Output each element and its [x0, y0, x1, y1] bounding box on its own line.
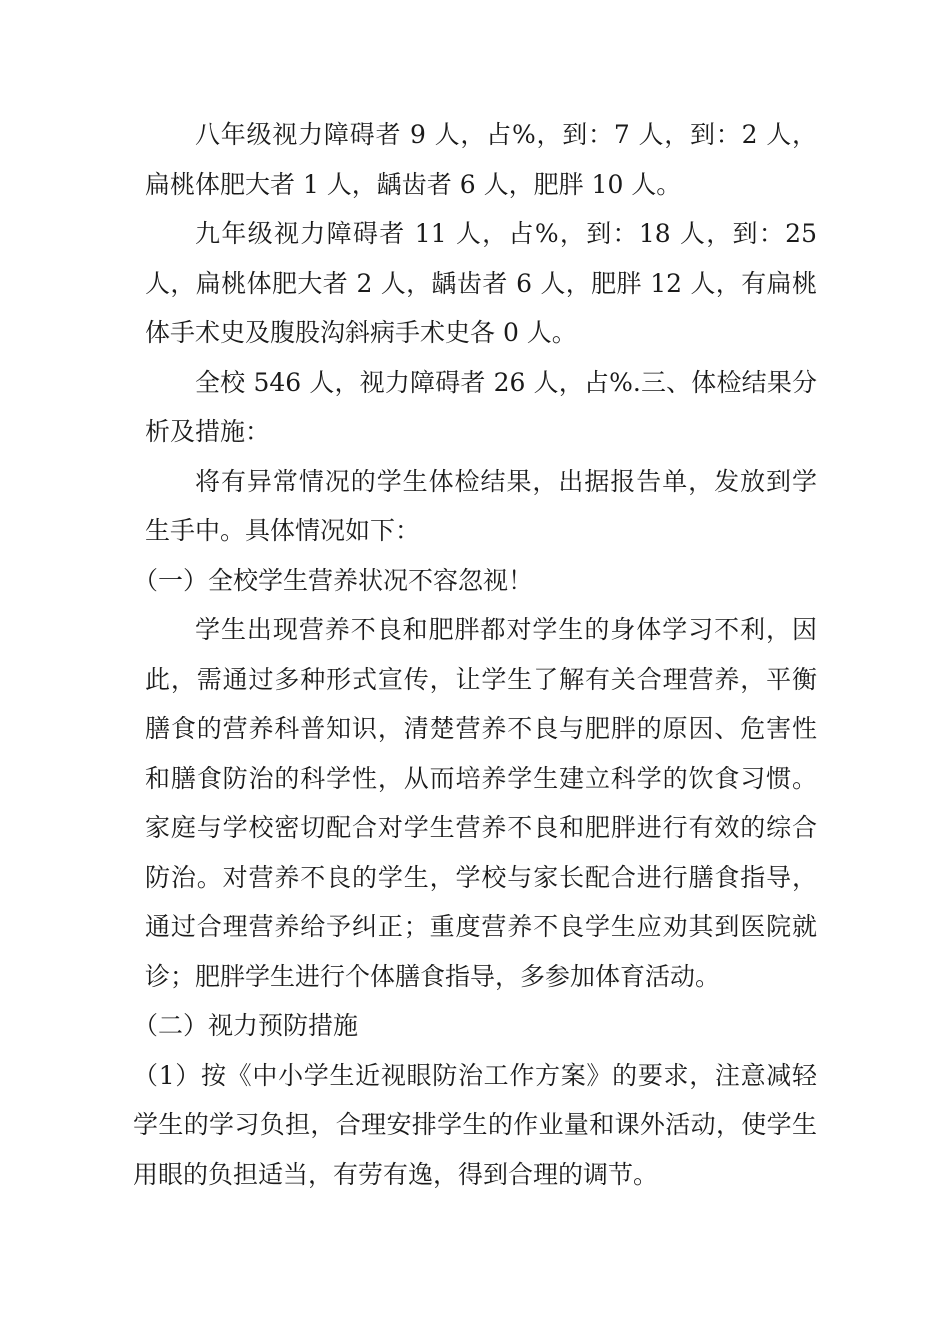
paragraph-grade8: 八年级视力障碍者 9 人，占%，到：7 人，到：2 人，扁桃体肥大者 1 人，龋齿者 6 人，肥胖 10 人。	[145, 120, 817, 199]
paragraph-report-sheet: 将有异常情况的学生体检结果，出据报告单，发放到学生手中。具体情况如下：	[145, 466, 817, 545]
paragraph-school-total: 全校 546 人，视力障碍者 26 人，占%.三、体检结果分析及措施：	[145, 367, 817, 446]
paragraph-grade9: 九年级视力障碍者 11 人，占%，到：18 人，到：25 人，扁桃体肥大者 2 人，龋齿者 6 人，肥胖 12 人，有扁桃体手术史及腹股沟斜病手术史各 0 人。	[145, 219, 817, 347]
section-heading-nutrition: （一）全校学生营养状况不容忽视！	[133, 565, 534, 595]
paragraph-nutrition: 学生出现营养不良和肥胖都对学生的身体学习不利，因此，需通过多种形式宣传，让学生了解有关合理营养，平衡膳食的营养科普知识，清楚营养不良与肥胖的原因、危害性和膳食防治的科学性，从而培养学生建立科学的饮食习惯。家庭与学校密切配合对学生营养不良和肥胖进行有效的综合防治。对营养不良的学生，学校与家长配合进行膳食指导，通过合理营养给予纠正；重度营养不良学生应劝其到医院就诊；肥胖学生进行个体膳食指导，多参加体育活动。	[145, 615, 817, 991]
paragraph-vision-item-1: （1）按《中小学生近视眼防治工作方案》的要求，注意减轻学生的学习负担，合理安排学生的作业量和课外活动，使学生用眼的负担适当，有劳有逸，得到合理的调节。	[133, 1060, 817, 1189]
document-body	[133, 110, 817, 1199]
section-heading-vision: （二）视力预防措施	[133, 1011, 359, 1040]
